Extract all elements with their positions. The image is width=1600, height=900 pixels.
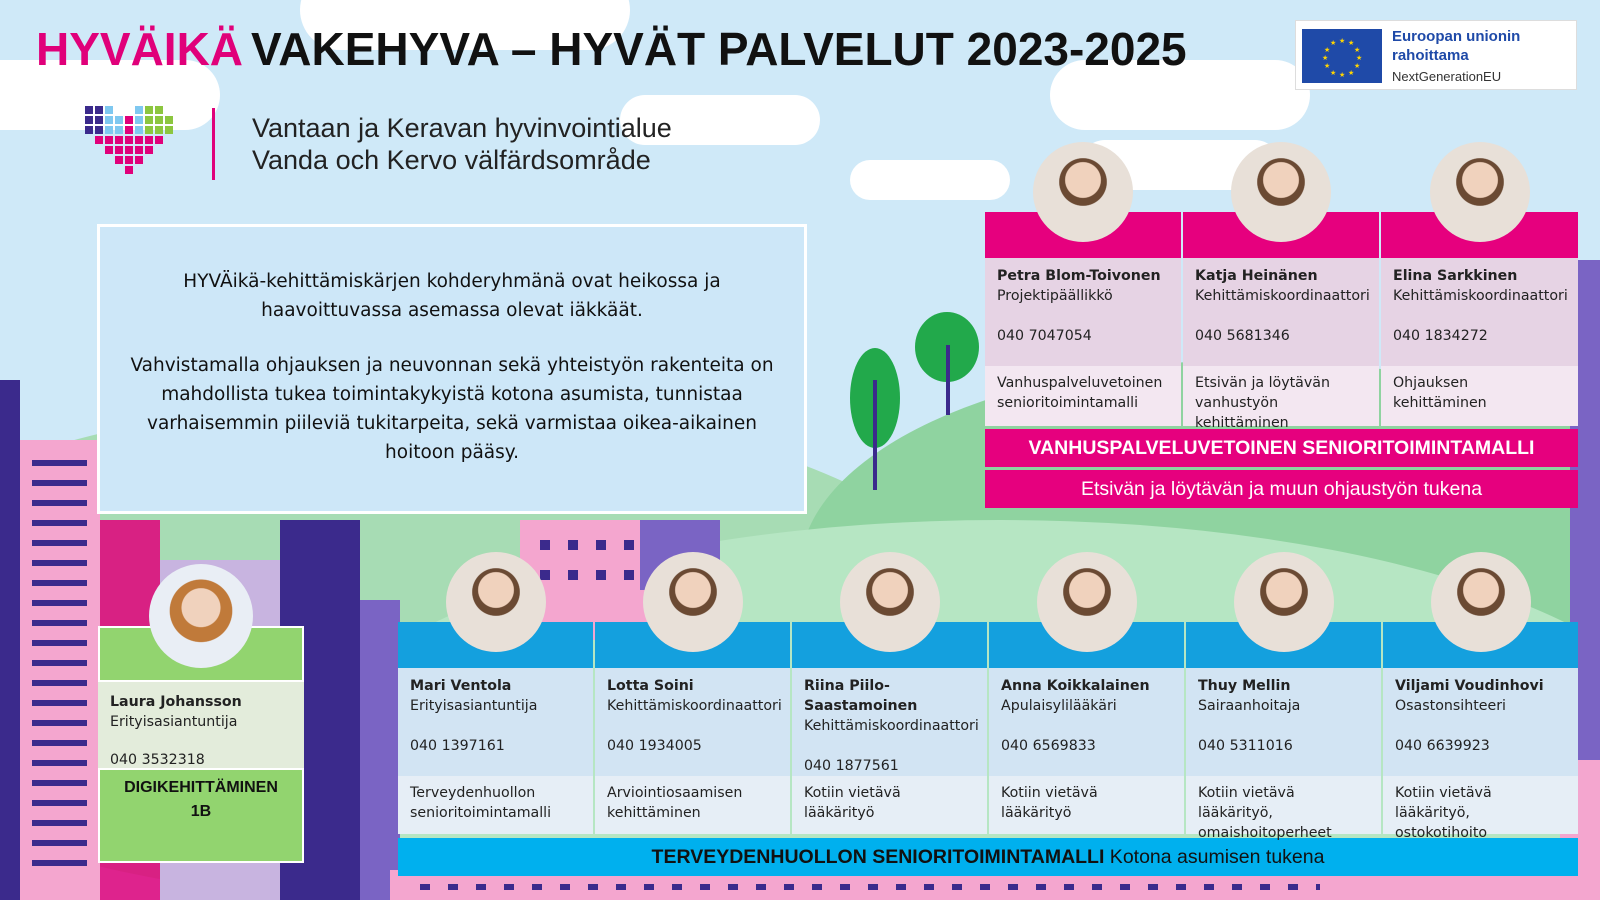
member-role: Osastonsihteeri: [1395, 698, 1506, 714]
organization-name-fi: Vantaan ja Keravan hyvinvointialue: [252, 113, 672, 143]
member-role: Kehittämiskoordinaattori: [1195, 288, 1370, 304]
senior-model-team: [985, 212, 1578, 508]
senior-model-banner-subtitle: Etsivän ja löytävän ja muun ohjaustyön tukena: [985, 470, 1578, 508]
member-role: Kehittämiskoordinaattori: [804, 718, 979, 734]
member-name: Anna Koikkalainen: [1001, 678, 1150, 694]
avatar: [149, 564, 253, 668]
team-member-card: [1186, 622, 1381, 841]
member-focus: Terveydenhuollon senioritoimintamalli: [398, 776, 593, 834]
member-phone: 040 5311016: [1198, 738, 1293, 754]
eu-text-line1: Euroopan unionin: [1392, 28, 1521, 45]
team-member-card: [985, 212, 1181, 426]
avatar: [840, 552, 940, 652]
organization-name: [252, 112, 672, 176]
digi-label-line2: 1B: [190, 803, 212, 820]
team-member-card: [1381, 212, 1578, 426]
team-member-card: [595, 622, 790, 834]
member-focus: Kotiin vietävä lääkärityö: [989, 776, 1184, 834]
member-role: Erityisasiantuntija: [110, 714, 238, 730]
member-role: Kehittämiskoordinaattori: [607, 698, 782, 714]
eu-text-line3: NextGenerationEU: [1392, 69, 1502, 84]
healthcare-model-banner-subtitle: Kotona asumisen tukena: [1104, 846, 1325, 868]
member-role: Projektipäällikkö: [997, 288, 1113, 304]
member-phone: 040 5681346: [1195, 328, 1290, 344]
member-name: Mari Ventola: [410, 678, 512, 694]
member-focus: Vanhuspalveluvetoinen senioritoimintamalli: [985, 366, 1181, 426]
member-phone: 040 1877561: [804, 758, 899, 774]
avatar: [1430, 142, 1530, 242]
member-name: Riina Piilo-Saastamoinen: [804, 678, 918, 714]
member-focus: Etsivän ja löytävän vanhustyön kehittäminen: [1183, 366, 1379, 426]
member-name: Elina Sarkkinen: [1393, 268, 1518, 284]
intro-paragraph-1: HYVÄikä-kehittämiskärjen kohderyhmänä ovat heikossa ja haavoittuvassa asemassa olevat iäkkäät.: [183, 271, 721, 321]
eu-text-line2: rahoittama: [1392, 47, 1469, 64]
member-phone: 040 7047054: [997, 328, 1092, 344]
digi-development-card: [98, 626, 304, 863]
member-name: Lotta Soini: [607, 678, 694, 694]
member-role: Kehittämiskoordinaattori: [1393, 288, 1568, 304]
eu-flag-icon: ★ ★ ★ ★ ★ ★ ★ ★ ★ ★ ★ ★: [1302, 29, 1382, 83]
member-focus: Kotiin vietävä lääkärityö, ostokotihoito: [1383, 776, 1578, 834]
logo-divider: [212, 108, 215, 180]
member-focus: Arviointiosaamisen kehittäminen: [595, 776, 790, 834]
senior-model-banner-title: VANHUSPALVELUVETOINEN SENIORITOIMINTAMALLI: [985, 429, 1578, 467]
member-role: Erityisasiantuntija: [410, 698, 538, 714]
avatar: [643, 552, 743, 652]
member-phone: 040 1397161: [410, 738, 505, 754]
eu-funding-badge: [1295, 20, 1577, 90]
healthcare-model-team: [398, 622, 1578, 876]
project-title: VAKEHYVA – HYVÄT PALVELUT 2023-2025: [251, 23, 1187, 75]
avatar: [1037, 552, 1137, 652]
team-member-card: [398, 622, 593, 834]
team-member-card: [792, 622, 987, 834]
healthcare-model-banner-title: TERVEYDENHUOLLON SENIORITOIMINTAMALLI: [651, 846, 1105, 868]
team-member-card: [1183, 212, 1379, 431]
member-name: Thuy Mellin: [1198, 678, 1291, 694]
team-member-card: [1383, 622, 1578, 841]
member-name: Katja Heinänen: [1195, 268, 1318, 284]
avatar: [1033, 142, 1133, 242]
member-phone: 040 6569833: [1001, 738, 1096, 754]
avatar: [1231, 142, 1331, 242]
organization-name-sv: Vanda och Kervo välfärdsområde: [252, 145, 651, 175]
member-focus: Kotiin vietävä lääkärityö: [792, 776, 987, 834]
avatar: [1431, 552, 1531, 652]
page-title: [36, 22, 1187, 76]
member-role: Sairaanhoitaja: [1198, 698, 1301, 714]
digi-label-line1: DIGIKEHITTÄMINEN: [124, 779, 278, 796]
member-name: Petra Blom-Toivonen: [997, 268, 1161, 284]
brand-name: HYVÄIKÄ: [36, 23, 244, 75]
intro-paragraph-2: Vahvistamalla ohjauksen ja neuvonnan sekä yhteistyön rakenteita on mahdollista tukea toimintakykyistä kotona asumista, tunnistaa varhaisemmin piileviä tukitarpeita, sekä varmistaa oikea-aikainen hoitoon pääsy.: [130, 355, 774, 463]
organization-logo-icon: [85, 106, 177, 184]
member-focus: Kotiin vietävä lääkärityö, omaishoitoperheet: [1186, 776, 1381, 834]
member-phone: 040 1934005: [607, 738, 702, 754]
member-phone: 040 3532318: [110, 752, 205, 768]
member-name: Viljami Voudinhovi: [1395, 678, 1544, 694]
member-phone: 040 1834272: [1393, 328, 1488, 344]
member-role: Apulaisylilääkäri: [1001, 698, 1117, 714]
team-member-card: [989, 622, 1184, 834]
intro-panel: [97, 224, 807, 514]
member-name: Laura Johansson: [110, 694, 242, 710]
avatar: [446, 552, 546, 652]
healthcare-model-banner: [398, 838, 1578, 876]
avatar: [1234, 552, 1334, 652]
member-focus: Ohjauksen kehittäminen: [1381, 366, 1578, 426]
member-phone: 040 6639923: [1395, 738, 1490, 754]
digi-label: [98, 768, 304, 863]
